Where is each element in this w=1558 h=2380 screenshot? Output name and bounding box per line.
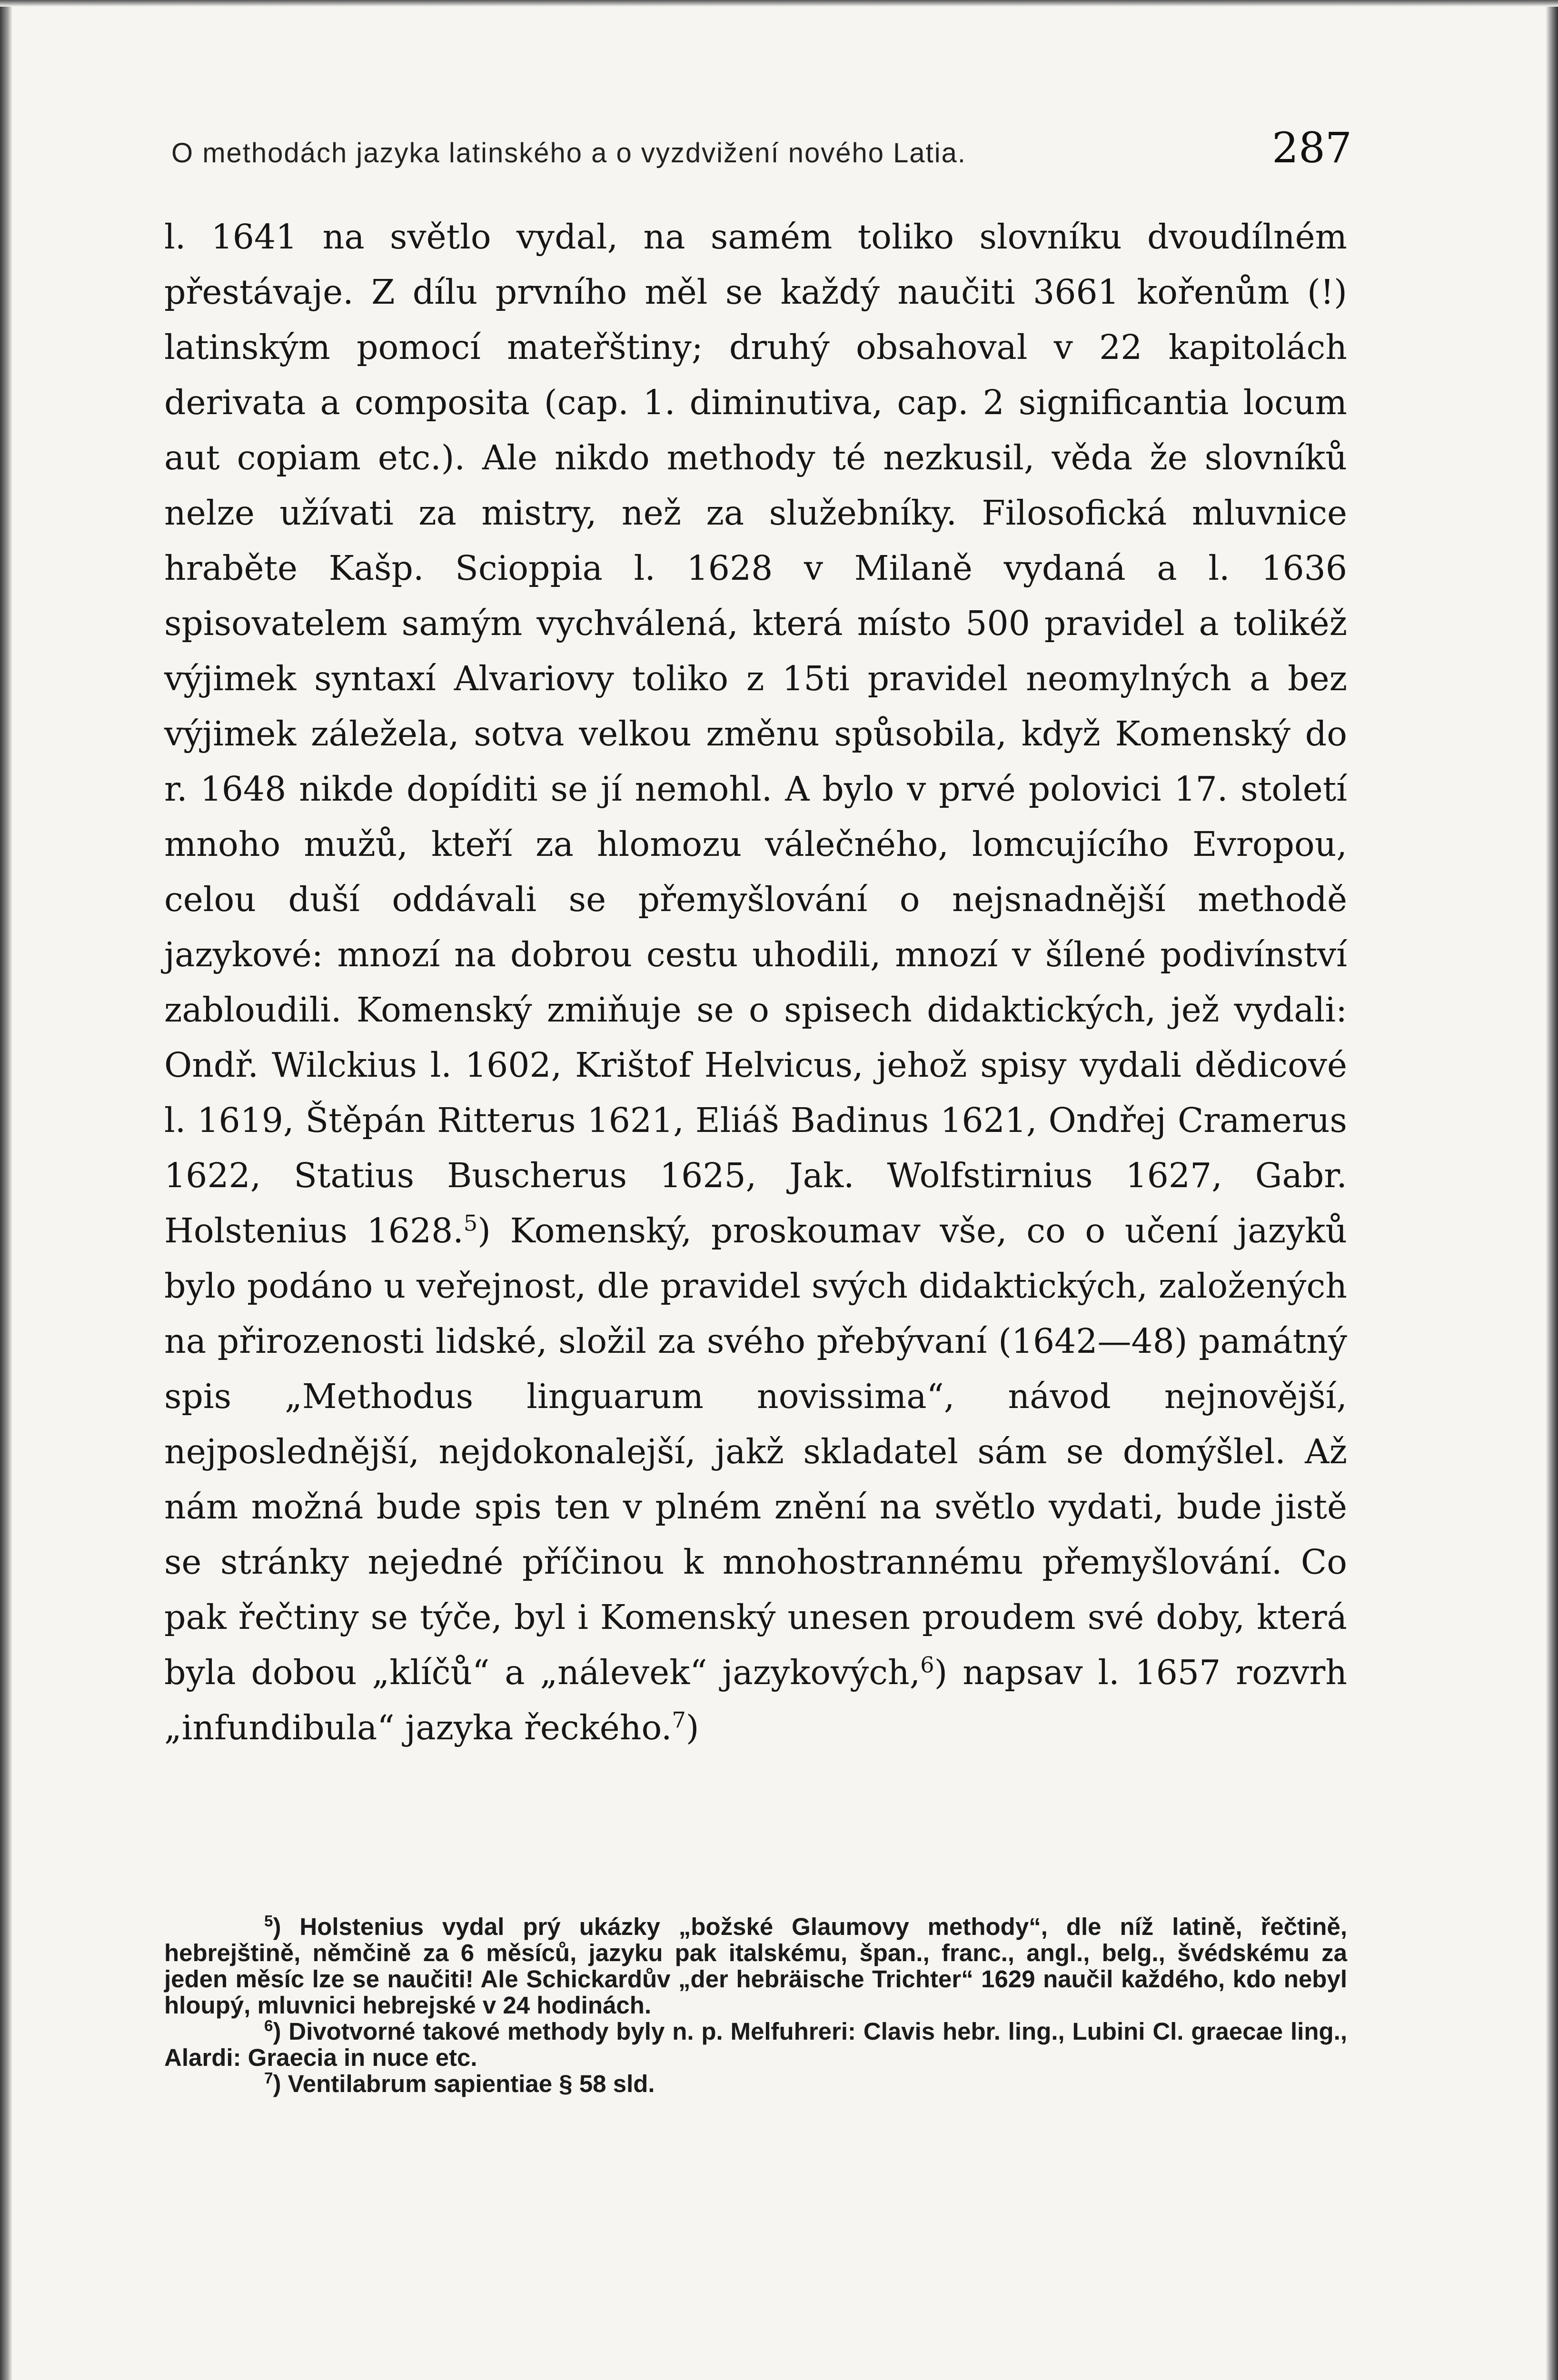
- footnote-ref-6[interactable]: 6: [920, 1652, 934, 1678]
- footnote-5-text: ) Holstenius vydal prý ukázky „božské Glaumovy methody“, dle níž latině, řečtině, hebrejštině, němčině za 6 měsíců, jazyku pak italskému, špan., franc., angl., belg., švédskému za jeden měsíc lze se naučiti! Ale Schickardův „der hebräische Trichter“ 1629 naučil každého, kdo nebyl hloupý, mluvnici hebrejské v 24 hodinách.: [164, 1913, 1347, 2019]
- body-text-part-4: ): [685, 1708, 699, 1747]
- footnote-5-mark: 5: [264, 1913, 273, 1930]
- body-text-part-1: l. 1641 na světlo vydal, na samém toliko slovníku dvoudílném přestávaje. Z dílu prvního měl se každý naučiti 3661 kořenům (!) latinským pomocí mateřštiny; druhý obsahoval v 22 kapitolách derivata a composita (cap. 1. diminutiva, cap. 2 significantia locum aut copiam etc.). Ale nikdo methody té nezkusil, věda že slovníků nelze užívati za mistry, než za služebníky. Filosofická mluvnice hraběte Kašp. Scioppia l. 1628 v Milaně vydaná a l. 1636 spisovatelem samým vychválená, která místo 500 pravidel a tolikéž výjimek syntaxí Alvariovy toliko z 15ti pravidel neomylných a bez výjimek záležela, sotva velkou změnu spůsobila, když Komenský do r. 1648 nikde dopíditi se jí nemohl. A bylo v prvé polovici 17. století mnoho mužů, kteří za hlomozu válečného, lomcujícího Evropou, celou duší oddávali se přemyšlování o nejsnadnější methodě jazykové: mnozí na dobrou cestu uhodili, mnozí v šílené podivínství zabloudili. Komenský zmiňuje se o spisech didaktických, jež vydali: Ondř. Wilckius l. 1602, Krištof Helvicus, jehož spisy vydali dědicové l. 1619, Štěpán Ritterus 1621, Eliáš Badinus 1621, Ondřej Cramerus 1622, Statius Buscherus 1625, Jak. Wolfstirnius 1627, Gabr. Holstenius 1628.: [164, 217, 1347, 1250]
- footnote-6: [164, 2018, 1347, 2071]
- running-title: O methodách jazyka latinského a o vyzdvižení nového Latia.: [171, 138, 967, 169]
- page-header: [171, 102, 1352, 172]
- body-text-part-3: ) napsav l. 1657 rozvrh „infundibula“ jazyka řeckého.: [164, 1653, 1347, 1747]
- footnote-7-mark: 7: [264, 2070, 273, 2087]
- body-text-part-2: ) Komenský, proskoumav vše, co o učení jazyků bylo podáno u veřejnost, dle pravidel svých didaktických, založených na přirozenosti lidské, složil za svého přebývaní (1642—48) památný spis „Methodus linguarum novissima“, návod nejnovější, nejposlednější, nejdokonalejší, jakž skladatel sám se domýšlel. Až nám možná bude spis ten v plném znění na světlo vydati, bude jistě se stránky nejedné příčinou k mnohostrannému přemyšlování. Co pak řečtiny se týče, byl i Komenský unesen proudem své doby, která byla dobou „klíčů“ a „nálevek“ jazykových,: [164, 1211, 1347, 1692]
- page-shadow-left: [0, 0, 12, 2380]
- page-shadow-top: [0, 0, 1558, 7]
- main-paragraph: [164, 209, 1347, 1755]
- page-shadow-right: [1546, 0, 1558, 2380]
- page-number: 287: [1272, 123, 1352, 172]
- footnote-5: [164, 1914, 1347, 2018]
- footnote-7-text: ) Ventilabrum sapientiae § 58 sld.: [273, 2070, 655, 2097]
- footnote-6-text: ) Divotvorné takové methody byly n. p. Melfuhreri: Clavis hebr. ling., Lubini Cl. graecae ling., Alardi: Graecia in nuce etc.: [164, 2018, 1347, 2071]
- footnote-7: [164, 2071, 1347, 2097]
- footnote-6-mark: 6: [264, 2017, 273, 2035]
- footnote-ref-7[interactable]: 7: [672, 1707, 686, 1733]
- footnotes-section: [164, 1914, 1347, 2097]
- footnote-ref-5[interactable]: 5: [463, 1210, 478, 1236]
